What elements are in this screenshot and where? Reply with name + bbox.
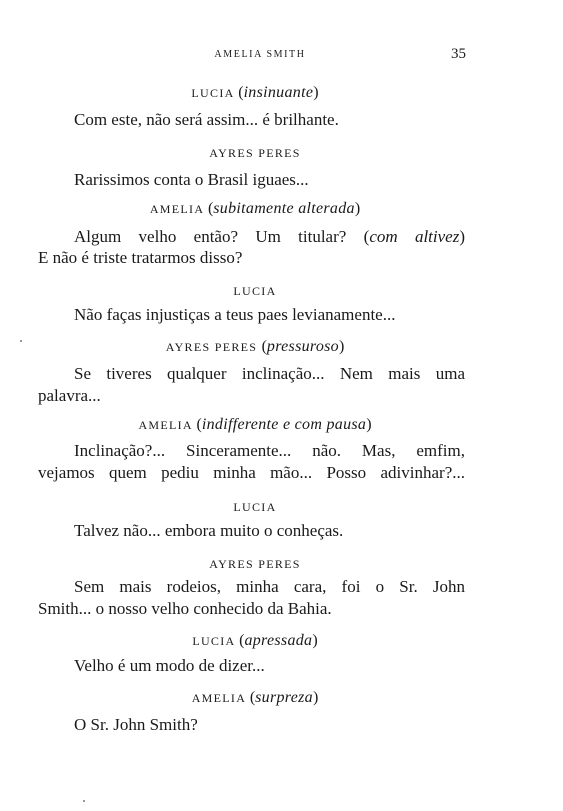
speaker-name: LUCIA xyxy=(191,86,234,100)
stage-direction: subitamente alterada xyxy=(213,200,355,217)
speaker-heading: AMELIA (indifferente e com pausa) xyxy=(138,416,372,433)
speaker-heading xyxy=(0,498,510,516)
print-speck xyxy=(83,800,85,802)
dialogue-line: Não faças injustiças a teus paes levianamente... xyxy=(74,305,396,324)
inline-stage-direction: com altivez xyxy=(369,227,460,246)
dialogue-line: Talvez não... embora muito o conheças. xyxy=(74,521,344,540)
speaker-name: AYRES PERES xyxy=(165,340,258,354)
speaker-heading: AMELIA (subitamente alterada) xyxy=(149,200,361,217)
speaker-name: AMELIA xyxy=(191,691,246,705)
page-number: 35 xyxy=(451,46,466,62)
dialogue-line: vejamos quem pediu minha mão... Posso adivinhar?... xyxy=(38,463,465,482)
speaker-heading: AYRES PERES (pressuroso) xyxy=(165,338,345,355)
stage-direction: surpreza xyxy=(255,689,313,706)
speaker-name: AYRES PERES xyxy=(209,146,301,160)
stage-direction: apressada xyxy=(244,632,313,649)
running-title: AMELIA SMITH xyxy=(214,49,306,60)
speaker-heading: LUCIA (apressada) xyxy=(192,632,318,649)
dialogue-line: Smith... o nosso velho conhecido da Bahia. xyxy=(38,599,332,618)
dialogue-line: palavra... xyxy=(38,386,101,405)
dialogue-line: Com este, não será assim... é brilhante. xyxy=(74,110,339,129)
speaker-heading xyxy=(0,144,510,162)
print-speck xyxy=(20,340,22,342)
speaker-name: LUCIA xyxy=(233,500,277,514)
dialogue-line: Rarissimos conta o Brasil iguaes... xyxy=(74,170,309,189)
dialogue-text: Algum velho então? Um titular? xyxy=(74,227,347,246)
stage-direction: pressuroso xyxy=(266,338,339,355)
speaker-name: LUCIA xyxy=(192,634,235,648)
dialogue-line: Sem mais rodeios, minha cara, foi o Sr. John xyxy=(74,577,465,596)
speaker-name: AYRES PERES xyxy=(209,557,301,571)
dialogue-line: O Sr. John Smith? xyxy=(74,715,198,734)
stage-direction: indifferente e com pausa xyxy=(201,416,367,433)
speaker-heading: AMELIA (surpreza) xyxy=(191,689,319,706)
dialogue-line: Velho é um modo de dizer... xyxy=(74,656,265,675)
speaker-name: AMELIA xyxy=(138,418,193,432)
speaker-heading: LUCIA (insinuante) xyxy=(191,84,319,101)
running-head xyxy=(0,46,563,62)
dialogue-line: Se tiveres qualquer inclinação... Nem mais uma xyxy=(74,364,465,383)
stage-direction: insinuante xyxy=(243,84,314,101)
speaker-name: LUCIA xyxy=(233,284,277,298)
speaker-heading xyxy=(0,555,510,573)
dialogue-line: E não é triste tratarmos disso? xyxy=(38,248,243,267)
dialogue-line: Inclinação?... Sinceramente... não. Mas, emfim, xyxy=(74,441,465,460)
speaker-name: AMELIA xyxy=(149,202,204,216)
speaker-heading xyxy=(0,282,510,300)
dialogue-line: Algum velho então? Um titular? (com altivez) xyxy=(74,227,466,246)
